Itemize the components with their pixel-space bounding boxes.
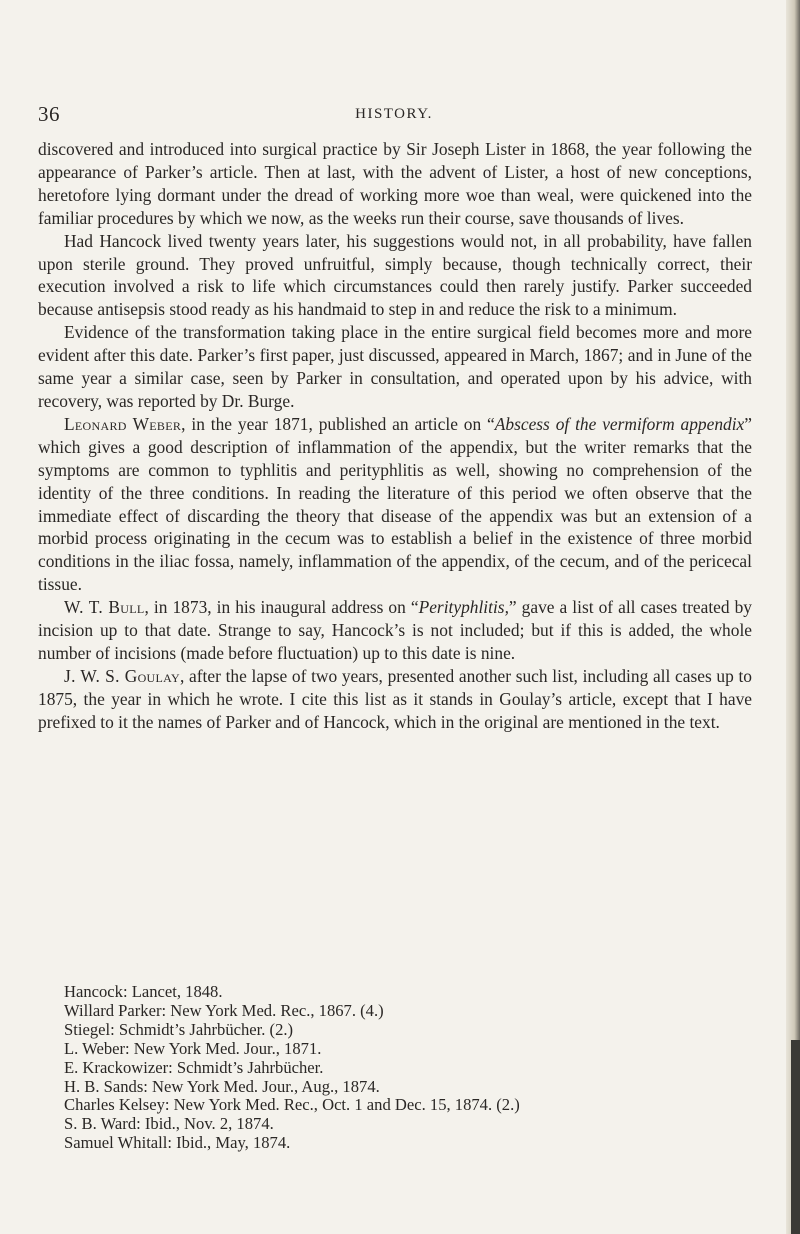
paragraph-text: ” which gives a good description of inflammation of the appendix, but the writer remarks that the symptoms are common to typhlitis and perityphlitis as well, showing no comprehension of the identity of the three conditions. In reading the literature of this period we often observe that the immediate effect of discarding the theory that disease of the appendix was but an extension of a morbid process originating in the cecum was to establish a belief in the existence of three morbid conditions in the iliac fossa, namely, inflammation of the appendix, of the cecum, and of the pericecal tissue. [38,413,753,595]
author-name: J. W. S. Goulay [64,665,180,686]
reference-list [64,983,754,1153]
page-number: 36 [38,102,60,126]
article-title: Abscess of the vermiform appendix [494,413,745,434]
page-header [38,102,750,126]
author-name: Leonard Weber [64,413,182,434]
paragraph [38,665,752,734]
paragraph-text: , in 1873, in his inaugural address on “ [144,597,419,618]
paragraph: Evidence of the transformation taking place in the entire surgical field becomes more and more evident after this date. Parker’s first paper, just discussed, appeared in March, 1867; and in June of the same year a similar case, seen by Parker in consultation, and operated upon by his advice, with recovery, was reported by Dr. Burge. [38,322,752,411]
reference-item: S. B. Ward: Ibid., Nov. 2, 1874. [64,1114,274,1134]
body-text [38,138,752,734]
paragraph-text: ” gave a list of all cases treated by incision up to that date. Strange to say, Hancock’s is not included; but if this is added, the whole number of incisions (made before fluctuation) up to this date is nine. [38,597,752,663]
paragraph-text: , in the year 1871, published an article on “ [181,413,495,434]
paragraph: discovered and introduced into surgical practice by Sir Joseph Lister in 1868, the year following the appearance of Parker’s article. Then at last, with the advent of Lister, a host of new conceptions, heretofore lying dormant under the dread of working more woe than weal, were quickened into the familiar procedures by which we now, as the weeks run their course, save thousands of lives. [38,139,752,228]
reference-item: Stiegel: Schmidt’s Jahrbücher. (2.) [64,1019,294,1039]
reference-item: H. B. Sands: New York Med. Jour., Aug., 1874. [64,1076,380,1096]
reference-item: Samuel Whitall: Ibid., May, 1874. [64,1133,291,1153]
paragraph-text: , after the lapse of two years, presented another such list, including all cases up to 1875, the year in which he wrote. I cite this list as it stands in Goulay’s article, except that I have prefixed to it the names of Parker and of Hancock, which in the original are mentioned in the text. [38,665,752,732]
running-head: HISTORY. [355,106,433,122]
paragraph [38,413,752,596]
reference-item: Hancock: Lancet, 1848. [64,982,223,1001]
article-title: Perityphlitis, [418,597,509,618]
page-edge-dark-band [791,1040,800,1234]
reference-item: Charles Kelsey: New York Med. Rec., Oct. 1 and Dec. 15, 1874. (2.) [64,1095,520,1115]
paragraph [38,596,752,665]
reference-item: Willard Parker: New York Med. Rec., 1867. (4.) [64,1000,384,1020]
reference-item: L. Weber: New York Med. Jour., 1871. [64,1038,322,1058]
author-name: W. T. Bull [64,597,145,618]
reference-item: E. Krackowizer: Schmidt’s Jahrbücher. [64,1057,324,1077]
paragraph: Had Hancock lived twenty years later, his suggestions would not, in all probability, have fallen upon sterile ground. They proved unfruitful, simply because, though technically correct, their execution involved a risk to life which circumstances could then rarely justify. Parker succeeded because antisepsis stood ready as his handmaid to step in and reduce the risk to a minimum. [38,230,752,320]
